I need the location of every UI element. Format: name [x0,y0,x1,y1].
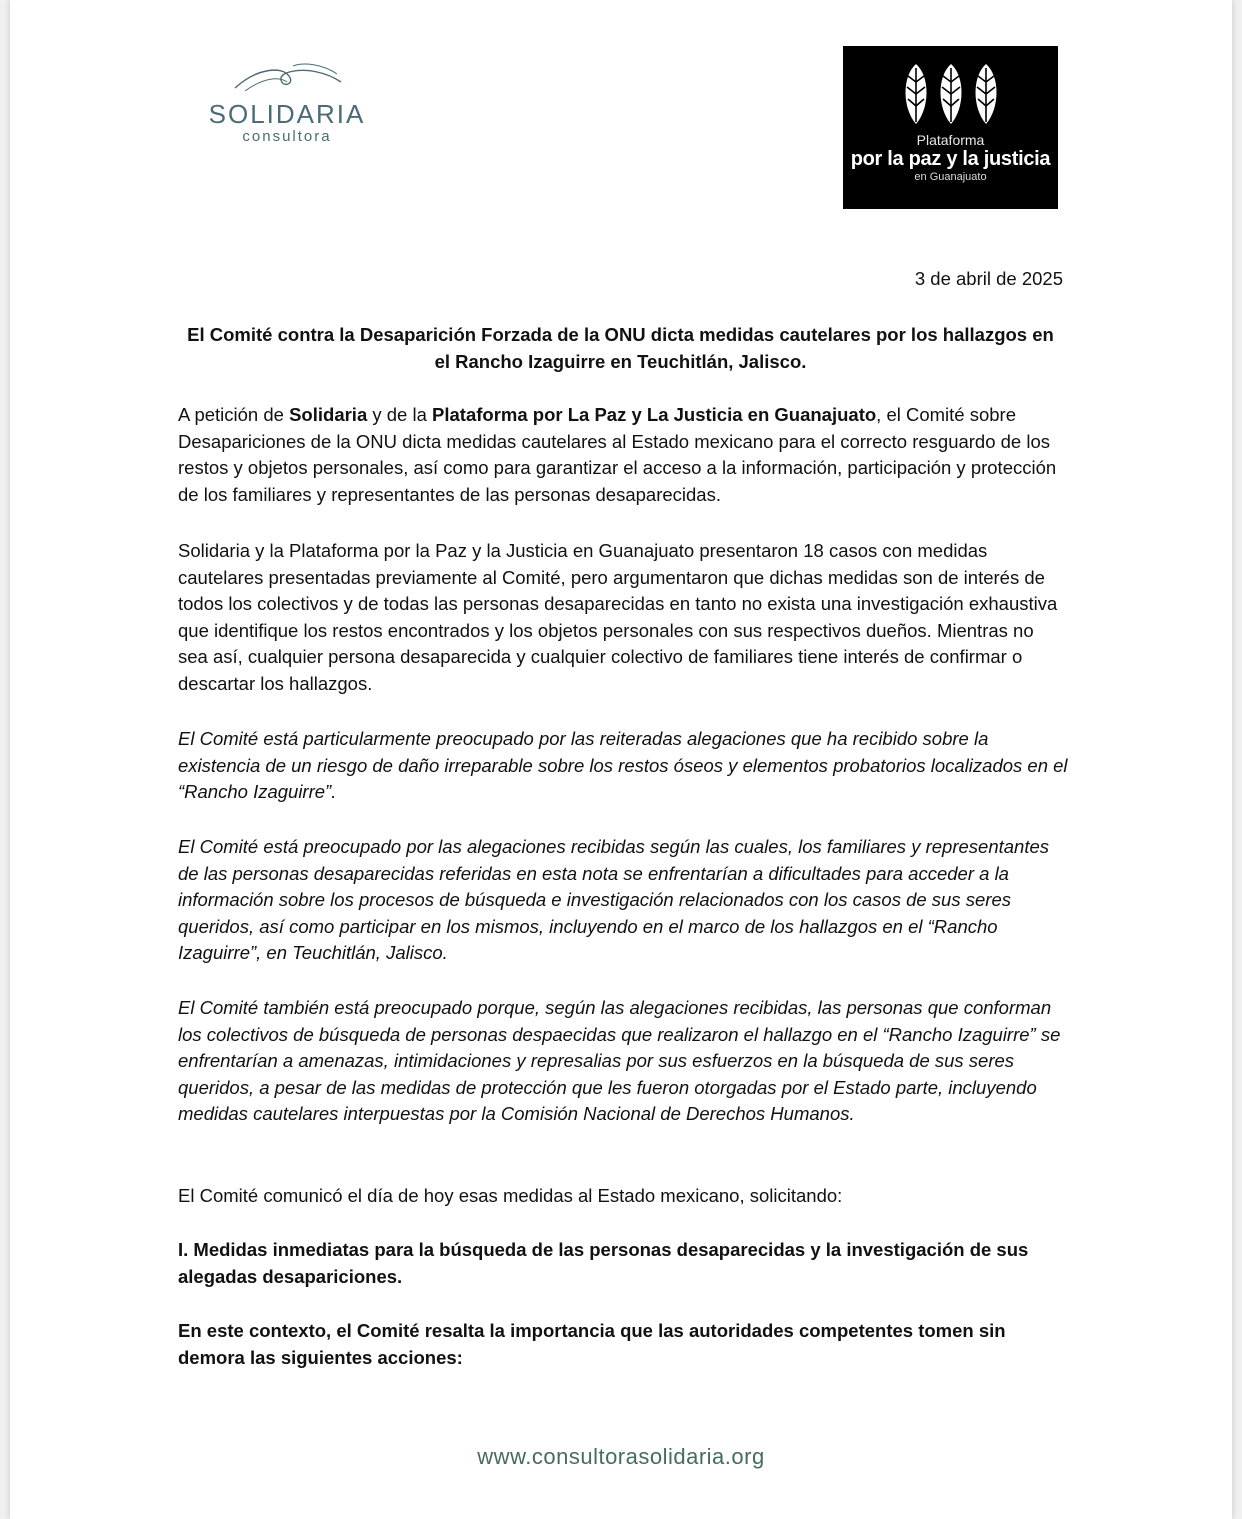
document-title: El Comité contra la Desaparición Forzada de la ONU dicta medidas cautelares por los hallazgos en el Rancho Izaguirre en Teuchitlán, Jalisco. [187,324,1054,372]
solidaria-subtitle: consultora [242,128,332,145]
plataforma-line3: en Guanajuato [914,171,987,183]
document-date: 3 de abril de 2025 [914,268,1063,289]
paragraph-intro-text-3: , el Comité sobre Desapariciones de la ONU dicta medidas cautelares al Estado mexicano para el correcto resguardo de los restos y objetos personales, así como para garantizar el acceso a la información, participación y protección de los familiares y representantes de las personas desaparecidas. [178,404,1057,505]
plataforma-line1: Plataforma [916,132,985,148]
paragraph-communication: El Comité comunicó el día de hoy esas medidas al Estado mexicano, solicitando: [178,1185,843,1206]
leaves-icon [899,62,1003,126]
wave-icon [227,58,347,98]
section-intro: En este contexto, el Comité resalta la importancia que las autoridades competentes tomen sin demora las siguientes acciones: [178,1320,1006,1368]
paragraph-intro-text-1: A petición de [178,404,290,425]
paragraph-concern-remains: El Comité está particularmente preocupado por las reiteradas alegaciones que ha recibido sobre la existencia de un riesgo de daño irreparable sobre los restos óseos y elementos probatorios localizados en el “Rancho Izaguirre”. [178,728,1068,802]
footer-website-link[interactable]: www.consultorasolidaria.org [477,1444,765,1469]
paragraph-concern-threats: El Comité también está preocupado porque, según las alegaciones recibidas, las personas que conforman los colectivos de búsqueda de personas despaecidas que realizaron el hallazgo en el “Rancho Izaguirre” se enfrentarían a amenazas, intimidaciones y represalias por sus esfuerzos en la búsqueda de sus seres queridos, a pesar de las medidas de protección que les fueron otorgadas por el Estado parte, incluyendo medidas cautelares interpuestas por la Comisión Nacional de Derechos Humanos. [178,997,1061,1124]
plataforma-bold: Plataforma por La Paz y La Justicia en Guanajuato [432,404,877,425]
paragraph-intro-text-2: y de la [367,404,433,425]
paragraph-concern-information: El Comité está preocupado por las alegaciones recibidas según las cuales, los familiares y representantes de las personas desaparecidas referidas en esta nota se enfrentarían a dificultades para acceder a la información sobre los procesos de búsqueda e investigación relacionados con los casos de sus seres queridos, así como participar en los mismos, incluyendo en el marco de los hallazgos en el “Rancho Izaguirre”, en Teuchitlán, Jalisco. [178,836,1049,963]
document-page [10,0,1232,1519]
plataforma-line2: por la paz y la justicia [850,148,1051,170]
solidaria-name: SOLIDARIA [208,99,366,129]
paragraph-intro [178,402,1068,508]
section-heading: I. Medidas inmediatas para la búsqueda de las personas desaparecidas y la investigación de sus alegadas desapariciones. [178,1239,1029,1287]
paragraph-cases: Solidaria y la Plataforma por la Paz y la Justicia en Guanajuato presentaron 18 casos con medidas cautelares presentadas previamente al Comité, pero argumentaron que dichas medidas son de interés de todos los colectivos y de todas las personas desaparecidas en tanto no exista una investigación exhaustiva que identifique los restos encontrados y los objetos personales con sus respectivos dueños. Mientras no sea así, cualquier persona desaparecida y cualquier colectivo de familiares tiene interés de confirmar o descartar los hallazgos. [178,540,1058,694]
solidaria-bold: Solidaria [289,404,368,425]
plataforma-logo [843,46,1058,209]
solidaria-logo [202,58,372,158]
